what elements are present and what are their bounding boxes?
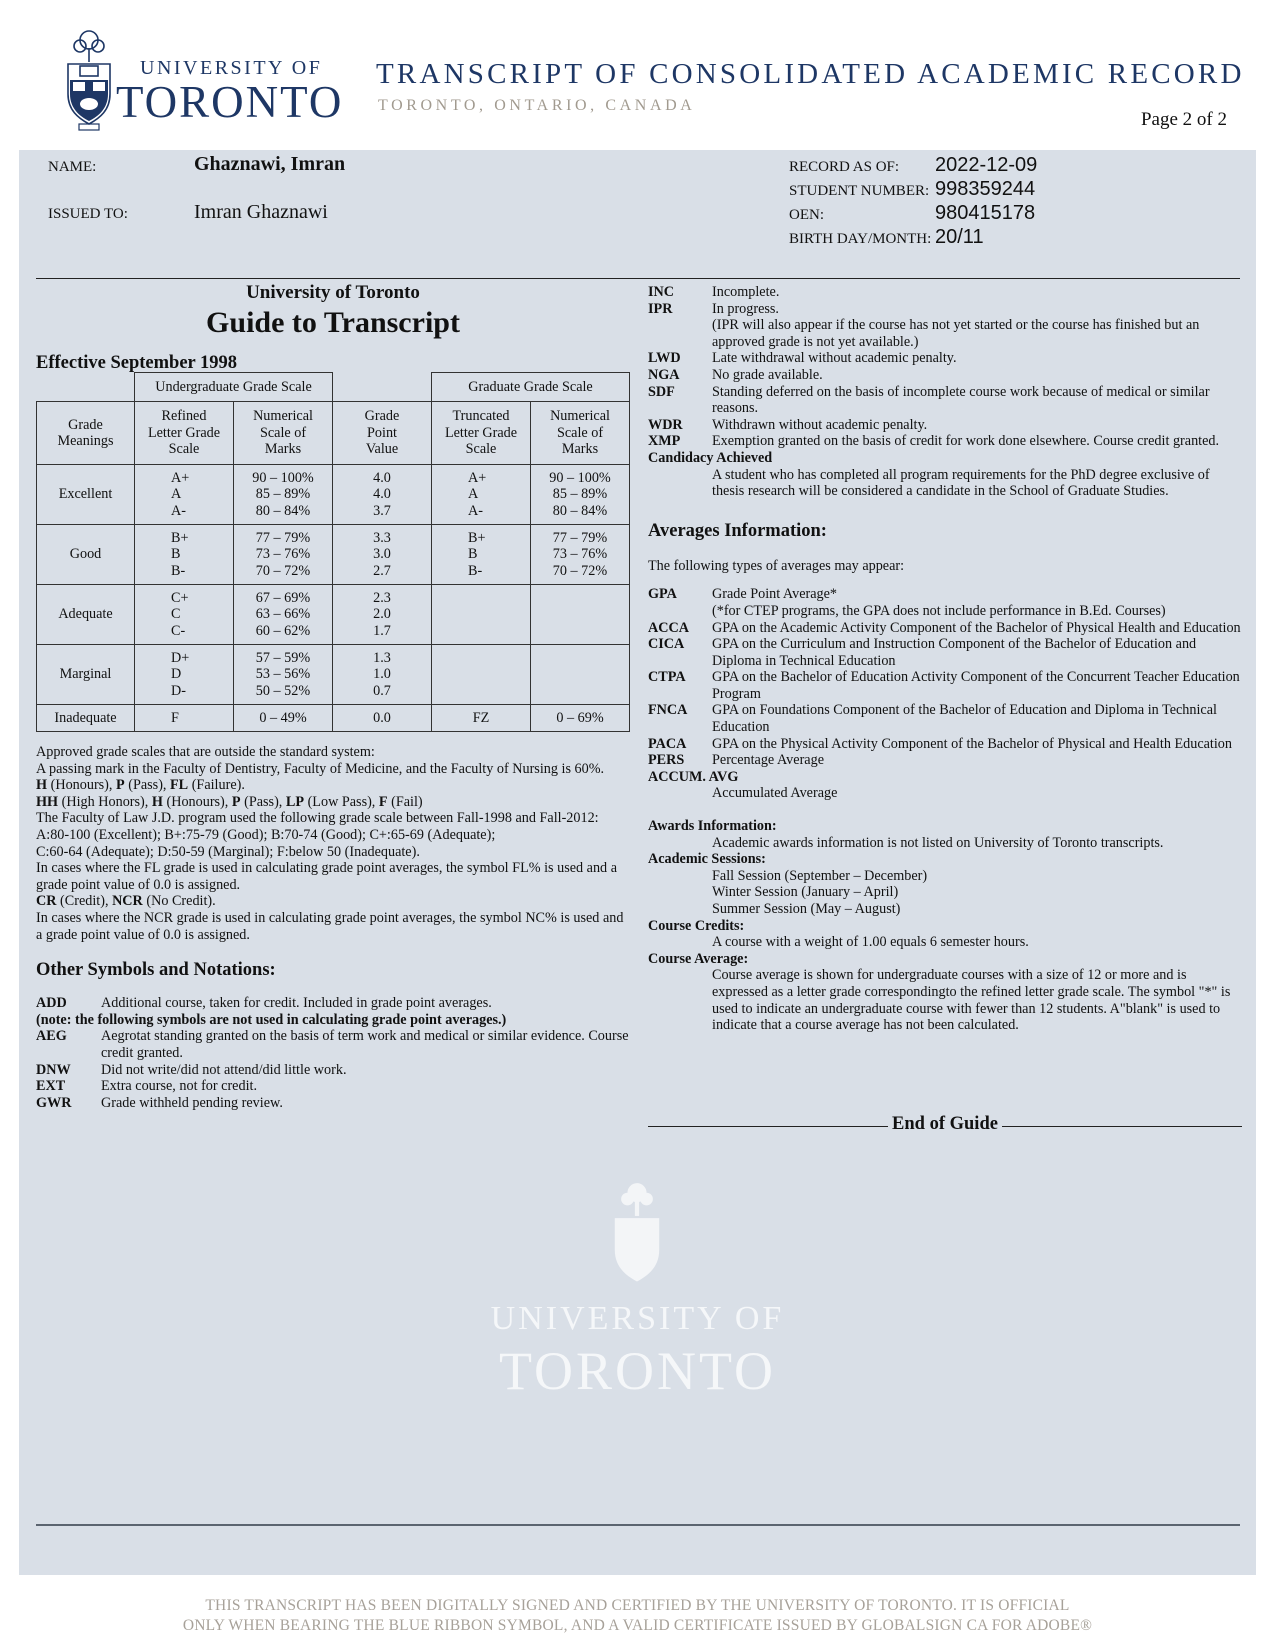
average-ctpa xyxy=(648,669,1242,702)
grad-scale-header: Graduate Grade Scale xyxy=(432,373,630,402)
birth-label: BIRTH DAY/MONTH: xyxy=(789,231,932,247)
grad-letter-grades xyxy=(432,645,531,705)
student-number-label: STUDENT NUMBER: xyxy=(789,183,930,199)
column-header: Refined Letter Grade Scale xyxy=(135,402,234,465)
column-header: Grade Meanings xyxy=(37,402,135,465)
footer-line1: THIS TRANSCRIPT HAS BEEN DIGITALLY SIGNED AND CERTIFIED BY THE UNIVERSITY OF TORONTO. IT IS OFFICIAL xyxy=(205,1597,1070,1614)
average-gpa xyxy=(648,586,1242,619)
mark-ranges: 77 – 79% 73 – 76% 70 – 72% xyxy=(234,525,333,585)
average-code: FNCA xyxy=(648,702,688,719)
grade-note: In cases where the NCR grade is used in calculating grade point averages, the symbol NC% is used and a grade point value of 0.0 is assigned. xyxy=(36,909,624,943)
symbol-desc: Standing deferred on the basis of incomplete course work because of medical or similar reasons. xyxy=(712,383,1210,417)
grade-note: A passing mark in the Faculty of Dentistry, Faculty of Medicine, and the Faculty of Nursing is 60%. xyxy=(36,760,605,777)
info-line: Summer Session (May – August) xyxy=(712,901,901,917)
symbol-code: SDF xyxy=(648,383,675,400)
average-code: PACA xyxy=(648,735,687,752)
grade-points: 1.3 1.0 0.7 xyxy=(333,645,432,705)
average-code: ACCA xyxy=(648,619,689,636)
right-symbols-list xyxy=(648,284,1242,450)
symbol-desc: Late withdrawal without academic penalty. xyxy=(712,350,957,367)
grade-note: CR (Credit), NCR (No Credit). xyxy=(36,893,216,910)
grad-mark-ranges: 0 – 69% xyxy=(531,705,630,732)
watermark-crest-icon xyxy=(606,1180,668,1290)
guide-title: Guide to Transcript xyxy=(206,306,460,339)
info-sections xyxy=(648,818,1242,1034)
symbol-code: WDR xyxy=(648,416,683,433)
grad-mark-ranges: 90 – 100% 85 – 89% 80 – 84% xyxy=(531,465,630,525)
info-line: Academic awards information is not listed on University of Toronto transcripts. xyxy=(712,834,1164,851)
mark-ranges: 0 – 49% xyxy=(234,705,333,732)
other-symbols-list xyxy=(36,995,630,1111)
logo-line1: UNIVERSITY OF xyxy=(140,57,323,79)
symbol-code: INC xyxy=(648,284,675,300)
symbol-code: ADD xyxy=(36,995,67,1012)
info-heading: Awards Information: xyxy=(648,818,777,835)
info-line: Course average is shown for undergraduate courses with a size of 12 or more and is expressed as a letter grade correspondingto the refined letter grade scale. The symbol "*" is used to indicate an undergraduate course with fewer than 12 students. A"blank" is used to indicate that a course average has not been calculated. xyxy=(712,967,1231,1034)
symbol-desc: Incomplete. xyxy=(712,284,780,300)
symbol-desc: Grade withheld pending review. xyxy=(101,1094,283,1111)
undergrad-scale-header: Undergraduate Grade Scale xyxy=(135,373,333,402)
grade-row-excellent xyxy=(37,465,630,525)
symbol-desc: Exemption granted on the basis of credit for work done elsewhere. Course credit granted. xyxy=(712,433,1220,450)
candidacy-desc: A student who has completed all program requirements for the PhD degree exclusive of thesis research will be considered a candidate in the School of Graduate Studies. xyxy=(712,466,1210,500)
symbol-sdf xyxy=(648,384,1242,417)
grad-letter-grades: B+ B B- xyxy=(432,525,531,585)
symbol-lwd xyxy=(648,350,1242,367)
symbol-code: LWD xyxy=(648,350,681,367)
grad-letter-grades: A+ A A- xyxy=(432,465,531,525)
grade-note: A:80-100 (Excellent); B+:75-79 (Good); B:70-74 (Good); C+:65-69 (Adequate); xyxy=(36,826,496,843)
symbol-desc: In progress. (IPR will also appear if the course has not yet started or the course has finished but an approved grade is not yet available.) xyxy=(712,300,1200,350)
watermark-line1: UNIVERSITY OF xyxy=(490,1300,785,1337)
letter-grades: A+ A A- xyxy=(135,465,234,525)
grade-meaning: Good xyxy=(37,525,135,585)
record-as-of-label: RECORD AS OF: xyxy=(789,159,900,175)
symbol-code: IPR xyxy=(648,300,673,317)
symbol-add xyxy=(36,995,630,1012)
accum-desc: Accumulated Average xyxy=(712,785,838,802)
grad-mark-ranges xyxy=(531,645,630,705)
symbol-code: AEG xyxy=(36,1028,67,1045)
grade-note: H (Honours), P (Pass), FL (Failure). xyxy=(36,777,245,794)
student-name: Ghaznawi, Imran xyxy=(194,153,346,175)
grade-note: C:60-64 (Adequate); D:50-59 (Marginal); F:below 50 (Inadequate). xyxy=(36,843,420,860)
grade-note: Approved grade scales that are outside the standard system: xyxy=(36,744,375,760)
footer-line2: ONLY WHEN BEARING THE BLUE RIBBON SYMBOL, AND A VALID CERTIFICATE ISSUED BY GLOBALSIGN CA FOR ADOBE® xyxy=(182,1617,1093,1634)
symbol-ext xyxy=(36,1078,630,1095)
end-rule-right xyxy=(1002,1126,1242,1127)
letter-grades: D+ D D- xyxy=(135,645,234,705)
average-code: CTPA xyxy=(648,669,686,686)
symbol-desc: Withdrawn without academic penalty. xyxy=(712,416,928,433)
letter-grades: B+ B B- xyxy=(135,525,234,585)
grade-points: 2.3 2.0 1.7 xyxy=(333,585,432,645)
grad-mark-ranges xyxy=(531,585,630,645)
symbol-wdr xyxy=(648,417,1242,434)
grade-points: 3.3 3.0 2.7 xyxy=(333,525,432,585)
grade-note: In cases where the FL grade is used in calculating grade point averages, the symbol FL% is used and a grade point value of 0.0 is assigned. xyxy=(36,860,617,893)
grade-meaning: Inadequate xyxy=(37,705,135,732)
symbol-gwr xyxy=(36,1095,630,1112)
watermark-line2: TORONTO xyxy=(498,1341,777,1401)
oen-label: OEN: xyxy=(789,207,824,223)
top-divider xyxy=(36,278,1240,279)
average-pers xyxy=(648,752,1242,769)
symbol-desc: Additional course, taken for credit. Included in grade point averages. xyxy=(101,995,492,1012)
issued-to-label: ISSUED TO: xyxy=(48,206,128,222)
column-header: Grade Point Value xyxy=(333,402,432,465)
oen-value: 980415178 xyxy=(935,202,1036,224)
symbol-desc: Aegrotat standing granted on the basis of term work and medical or similar evidence. Course credit granted. xyxy=(101,1028,629,1061)
guide-effective: Effective September 1998 xyxy=(36,353,238,373)
university-crest-icon xyxy=(60,28,118,132)
mark-ranges: 57 – 59% 53 – 56% 50 – 52% xyxy=(234,645,333,705)
symbol-code: NGA xyxy=(648,366,680,383)
grade-scale-table xyxy=(36,372,630,732)
averages-heading: Averages Information: xyxy=(648,520,827,541)
guide-right-column xyxy=(648,284,1242,1034)
symbol-desc: No grade available. xyxy=(712,366,823,383)
grad-mark-ranges: 77 – 79% 73 – 76% 70 – 72% xyxy=(531,525,630,585)
grade-note: The Faculty of Law J.D. program used the following grade scale between Fall-1998 and Fall-2012: xyxy=(36,810,599,827)
symbol-desc: Did not write/did not attend/did little work. xyxy=(101,1061,347,1078)
averages-intro: The following types of averages may appear: xyxy=(648,557,905,574)
record-as-of-value: 2022-12-09 xyxy=(935,154,1038,176)
average-fnca xyxy=(648,702,1242,735)
grad-letter-grades xyxy=(432,585,531,645)
other-symbols-heading: Other Symbols and Notations: xyxy=(36,960,276,981)
letter-grades: F xyxy=(135,705,234,732)
info-heading: Academic Sessions: xyxy=(648,851,766,868)
grade-notes xyxy=(36,744,630,943)
end-rule-left xyxy=(648,1126,888,1127)
grade-points: 4.0 4.0 3.7 xyxy=(333,465,432,525)
mark-ranges: 67 – 69% 63 – 66% 60 – 62% xyxy=(234,585,333,645)
info-heading: Course Average: xyxy=(648,950,749,967)
grade-points: 0.0 xyxy=(333,705,432,732)
symbol-xmp xyxy=(648,433,1242,450)
info-line: Winter Session (January – April) xyxy=(712,884,899,901)
average-desc: GPA on Foundations Component of the Bachelor of Education and Diploma in Technical Education xyxy=(712,702,1217,736)
end-of-guide xyxy=(648,1114,1242,1135)
average-desc: GPA on the Physical Activity Component of the Bachelor of Physical and Health Education xyxy=(712,735,1232,752)
column-header-row xyxy=(37,402,630,465)
symbols-note: (note: the following symbols are not used in calculating grade point averages.) xyxy=(36,1011,507,1028)
bottom-divider xyxy=(36,1524,1240,1526)
symbol-code: XMP xyxy=(648,433,681,450)
average-desc: Grade Point Average* (*for CTEP programs, the GPA does not include performance in B.Ed. Courses) xyxy=(712,586,1166,619)
average-desc: GPA on the Curriculum and Instruction Component of the Bachelor of Education and Diploma in Technical Education xyxy=(712,636,1197,669)
accum-heading: ACCUM. AVG xyxy=(648,768,739,785)
averages-list xyxy=(648,586,1242,769)
symbol-code: GWR xyxy=(36,1094,72,1111)
guide-org: University of Toronto xyxy=(246,282,420,303)
symbol-aeg xyxy=(36,1028,630,1061)
info-line: A course with a weight of 1.00 equals 6 semester hours. xyxy=(712,934,1029,951)
student-number-value: 998359244 xyxy=(935,178,1036,200)
grade-meaning: Marginal xyxy=(37,645,135,705)
logo-line2: TORONTO xyxy=(116,77,344,127)
page-number: Page 2 of 2 xyxy=(1140,109,1227,130)
document-subtitle: TORONTO, ONTARIO, CANADA xyxy=(378,97,696,114)
document-title: TRANSCRIPT OF CONSOLIDATED ACADEMIC RECORD xyxy=(376,58,1245,90)
symbol-dnw xyxy=(36,1062,630,1079)
symbol-code: EXT xyxy=(36,1078,66,1095)
birth-value: 20/11 xyxy=(935,226,984,248)
average-code: PERS xyxy=(648,752,685,769)
symbol-code: DNW xyxy=(36,1061,71,1078)
average-code: CICA xyxy=(648,636,685,653)
average-desc: Percentage Average xyxy=(712,752,824,769)
grade-row-good xyxy=(37,525,630,585)
mark-ranges: 90 – 100% 85 – 89% 80 – 84% xyxy=(234,465,333,525)
average-acca xyxy=(648,620,1242,637)
grade-note: HH (High Honors), H (Honours), P (Pass), LP (Low Pass), F (Fail) xyxy=(36,793,423,810)
average-desc: GPA on the Academic Activity Component of the Bachelor of Physical Health and Education xyxy=(712,619,1241,636)
grade-row-inadequate xyxy=(37,705,630,732)
info-line: Fall Session (September – December) xyxy=(712,867,928,884)
symbol-inc xyxy=(648,284,1242,301)
letter-grades: C+ C C- xyxy=(135,585,234,645)
issued-to-value: Imran Ghaznawi xyxy=(194,201,328,223)
grade-meaning: Adequate xyxy=(37,585,135,645)
average-desc: GPA on the Bachelor of Education Activity Component of the Concurrent Teacher Education Program xyxy=(712,669,1240,702)
column-header: Numerical Scale of Marks xyxy=(531,402,630,465)
column-header: Truncated Letter Grade Scale xyxy=(432,402,531,465)
average-paca xyxy=(648,736,1242,753)
name-label: NAME: xyxy=(48,159,97,175)
end-of-guide-label: End of Guide xyxy=(892,1114,998,1134)
column-header: Numerical Scale of Marks xyxy=(234,402,333,465)
symbol-ipr xyxy=(648,301,1242,351)
candidacy-heading: Candidacy Achieved xyxy=(648,449,773,466)
grade-row-marginal xyxy=(37,645,630,705)
grade-row-adequate xyxy=(37,585,630,645)
guide-left-column xyxy=(36,282,630,1111)
average-code: GPA xyxy=(648,586,677,603)
symbol-desc: Extra course, not for credit. xyxy=(101,1078,258,1095)
average-cica xyxy=(648,636,1242,669)
grade-meaning: Excellent xyxy=(37,465,135,525)
symbol-nga xyxy=(648,367,1242,384)
grad-letter-grades: FZ xyxy=(432,705,531,732)
info-heading: Course Credits: xyxy=(648,917,745,934)
